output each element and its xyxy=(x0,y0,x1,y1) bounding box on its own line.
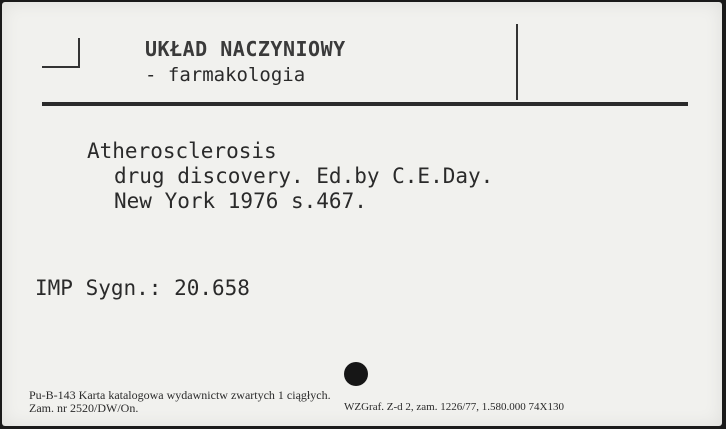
header-horizontal-rule xyxy=(42,102,688,106)
subject-subheading: - farmakologia xyxy=(145,64,306,86)
subject-heading: UKŁAD NACZYNIOWY xyxy=(145,37,346,61)
call-number: IMP Sygn.: 20.658 xyxy=(35,276,250,300)
catalog-card xyxy=(2,2,722,426)
entry-line-1: drug discovery. Ed.by C.E.Day. xyxy=(114,164,494,188)
footer-line-1: Pu-B-143 Karta katalogowa wydawnictw zwartych 1 ciągłych. xyxy=(29,388,331,402)
footer-line-2-left: Zam. nr 2520/DW/On. xyxy=(29,401,139,415)
entry-line-2: New York 1976 s.467. xyxy=(114,189,367,213)
footer-line-2-right: WZGraf. Z-d 2, zam. 1226/77, 1.580.000 74X130 xyxy=(344,401,564,413)
entry-title: Atherosclerosis xyxy=(87,139,277,163)
corner-bracket xyxy=(42,38,82,68)
header-vertical-rule xyxy=(516,24,518,100)
punch-hole xyxy=(344,362,368,386)
